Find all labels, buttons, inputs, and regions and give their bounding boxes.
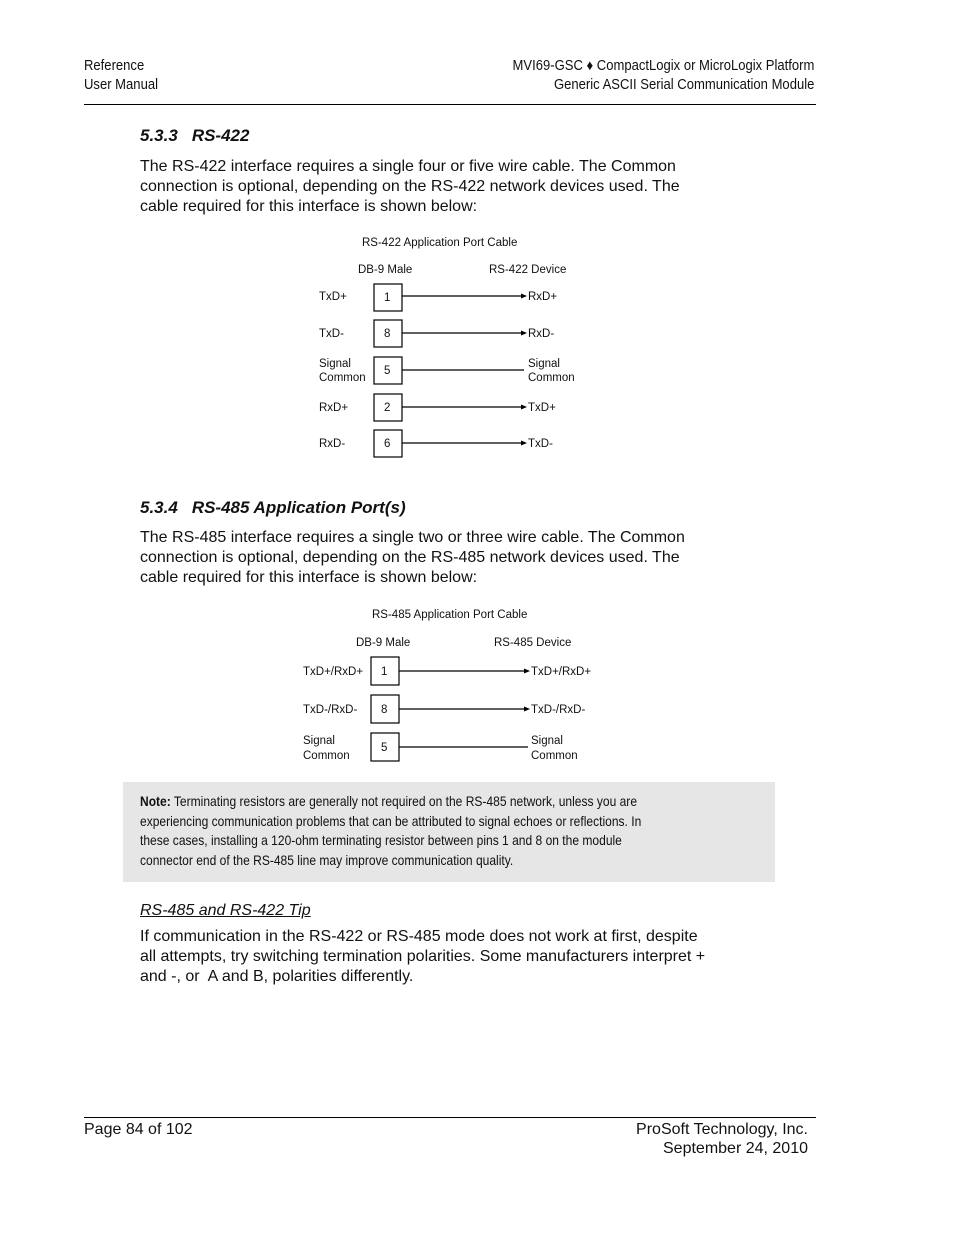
header-rule: [84, 104, 816, 105]
left-signal-label: Signal: [303, 735, 335, 747]
diagram-left-header: DB-9 Male: [356, 637, 411, 649]
pin-box: [374, 320, 402, 347]
left-signal-label: RxD-: [319, 438, 346, 450]
right-signal-label: RxD-: [528, 328, 555, 340]
diagram-right-header: RS-485 Device: [494, 637, 572, 649]
left-signal-label: TxD+/RxD+: [303, 666, 364, 678]
section-title: RS-485 Application Port(s): [191, 498, 406, 517]
left-signal-label: TxD-/RxD-: [303, 704, 358, 716]
right-signal-label-line2: Common: [531, 750, 578, 762]
paragraph-line: If communication in the RS-422 or RS-485 mode does not work at first, despite: [140, 928, 698, 945]
note-line: these cases, installing a 120-ohm terminating resistor between pins 1 and 8 on the module: [140, 832, 622, 848]
left-signal-label-line2: Common: [303, 750, 350, 762]
page-number: Page 84 of 102: [84, 1121, 193, 1138]
note-line: experiencing communication problems that can be attributed to signal echoes or reflections. In: [140, 812, 642, 829]
footer-right: [636, 1120, 808, 1158]
rs485-paragraph: [140, 528, 760, 588]
arrow-head: [521, 331, 527, 336]
pin-number: 5: [381, 742, 388, 754]
right-signal-label: RxD+: [528, 291, 558, 303]
footer-rule: [84, 1117, 816, 1118]
section-title: RS-422: [191, 126, 250, 145]
note-label: Note:: [140, 793, 171, 809]
rs485-cable-diagram: [303, 609, 591, 762]
section-number: 5.3.3: [140, 126, 178, 145]
pin-box: [371, 695, 399, 723]
header-document-type: User Manual: [84, 77, 158, 93]
right-signal-label-line2: Common: [528, 372, 575, 384]
pin-box: [371, 657, 399, 685]
pin-box: [371, 733, 399, 761]
paragraph-line: and -, or A and B, polarities differently.: [140, 968, 414, 985]
right-signal-label: TxD-/RxD-: [531, 704, 586, 716]
pin-number: 2: [384, 402, 391, 414]
note-line: Terminating resistors are generally not required on the RS-485 network, unless you are: [173, 793, 638, 809]
section-number: 5.3.4: [140, 498, 178, 517]
footer-date: September 24, 2010: [663, 1140, 808, 1157]
pin-number: 8: [384, 328, 391, 340]
diagram-title: RS-485 Application Port Cable: [372, 609, 528, 621]
paragraph-line: cable required for this interface is shown below:: [140, 569, 478, 586]
left-signal-label: TxD-: [319, 328, 344, 340]
tip-heading: RS-485 and RS-422 Tip: [140, 902, 311, 919]
left-signal-label: RxD+: [319, 402, 349, 414]
right-signal-label: TxD-: [528, 438, 553, 450]
rs422-cable-diagram: [319, 237, 575, 457]
pin-number: 5: [384, 365, 391, 377]
right-signal-label: Signal: [531, 735, 563, 747]
arrow-head: [521, 441, 527, 446]
header-product: MVI69-GSC ♦ CompactLogix or MicroLogix Platform: [512, 58, 814, 74]
header-product-subtitle: Generic ASCII Serial Communication Module: [553, 77, 814, 93]
right-signal-label: TxD+: [528, 402, 556, 414]
arrow-head: [524, 707, 530, 712]
note-line: connector end of the RS-485 line may improve communication quality.: [140, 851, 514, 868]
header-section: Reference: [84, 58, 145, 74]
section-heading-rs485: [140, 498, 406, 518]
pin-number: 1: [381, 666, 388, 678]
rs422-paragraph: [140, 157, 760, 217]
pin-number: 8: [381, 704, 388, 716]
paragraph-line: all attempts, try switching termination polarities. Some manufacturers interpret +: [140, 948, 706, 965]
paragraph-line: The RS-485 interface requires a single two or three wire cable. The Common: [140, 529, 685, 546]
note-text: [140, 792, 673, 870]
tip-paragraph: [140, 927, 760, 987]
diagram-left-header: DB-9 Male: [358, 264, 413, 276]
diagram-title: RS-422 Application Port Cable: [362, 237, 518, 249]
left-signal-label: Signal: [319, 358, 351, 370]
paragraph-line: cable required for this interface is shown below:: [140, 198, 478, 215]
paragraph-line: The RS-422 interface requires a single four or five wire cable. The Common: [140, 158, 676, 175]
pin-box: [374, 430, 402, 457]
right-signal-label: TxD+/RxD+: [531, 666, 592, 678]
paragraph-line: connection is optional, depending on the RS-485 network devices used. The: [140, 549, 680, 566]
pin-number: 6: [384, 438, 391, 450]
section-heading-rs422: [140, 126, 249, 146]
paragraph-line: connection is optional, depending on the RS-422 network devices used. The: [140, 178, 680, 195]
arrow-head: [521, 294, 527, 299]
footer-company: ProSoft Technology, Inc.: [636, 1121, 808, 1138]
arrow-head: [524, 669, 530, 674]
running-header-right: [512, 57, 814, 95]
pin-box: [374, 284, 402, 311]
left-signal-label: TxD+: [319, 291, 347, 303]
pin-box: [374, 394, 402, 421]
left-signal-label-line2: Common: [319, 372, 366, 384]
diagram-right-header: RS-422 Device: [489, 264, 567, 276]
running-header-left: [84, 57, 158, 95]
pin-box: [374, 357, 402, 384]
right-signal-label: Signal: [528, 358, 560, 370]
pin-number: 1: [384, 292, 391, 304]
arrow-head: [521, 405, 527, 410]
